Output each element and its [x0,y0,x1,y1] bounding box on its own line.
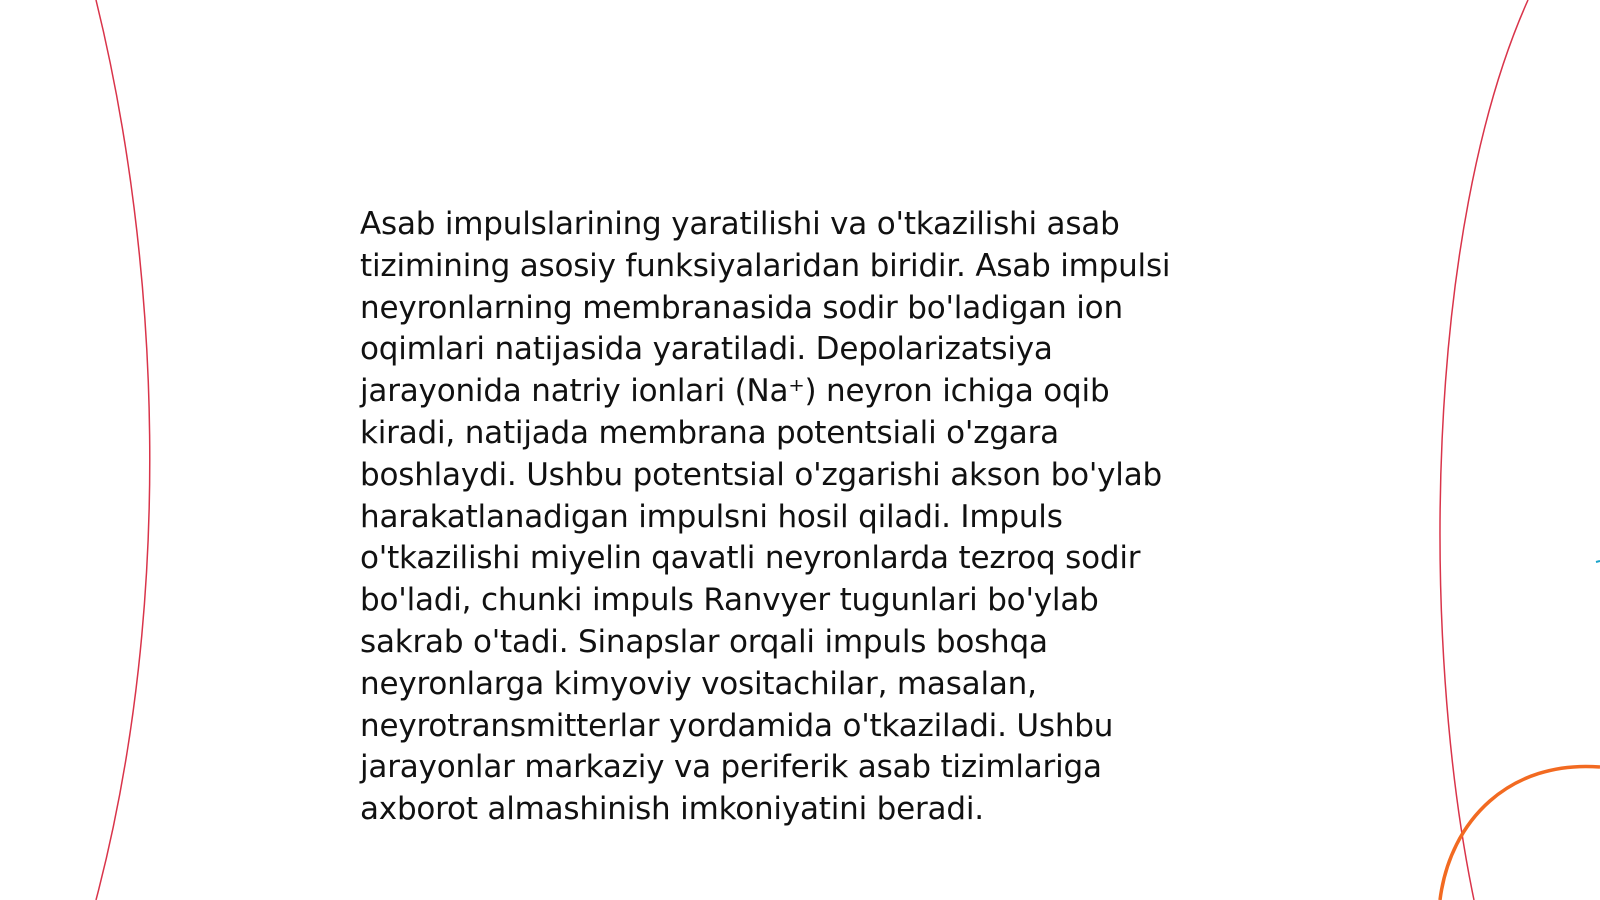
teal-mark [1596,561,1600,562]
left-curve-line [96,0,150,900]
body-paragraph: Asab impulslarining yaratilishi va o'tkazilishi asab tizimining asosiy funksiyalaridan biridir. Asab impulsi neyronlarning membranasida sodir bo'ladigan ion oqimlari natijasida yaratiladi. Depolarizatsiya jarayonida natriy ionlari (Na⁺) neyron ichiga oqib kiradi, natijada membrana potentsiali o'zgara boshlaydi. Ushbu potentsial o'zgarishi akson bo'ylab harakatlanadigan impulsni hosil qiladi. Impuls o'tkazilishi miyelin qavatli neyronlarda tezroq sodir bo'ladi, chunki impuls Ranvyer tugunlari bo'ylab sakrab o'tadi. Sinapslar orqali impuls boshqa neyronlarga kimyoviy vositachilar, masalan, neyrotransmitterlar yordamida o'tkaziladi. Ushbu jarayonlar markaziy va periferik asab tizimlariga axborot almashinish imkoniyatini beradi. [360,206,1171,828]
orange-arc [1440,766,1600,900]
right-curve-line [1440,0,1528,900]
